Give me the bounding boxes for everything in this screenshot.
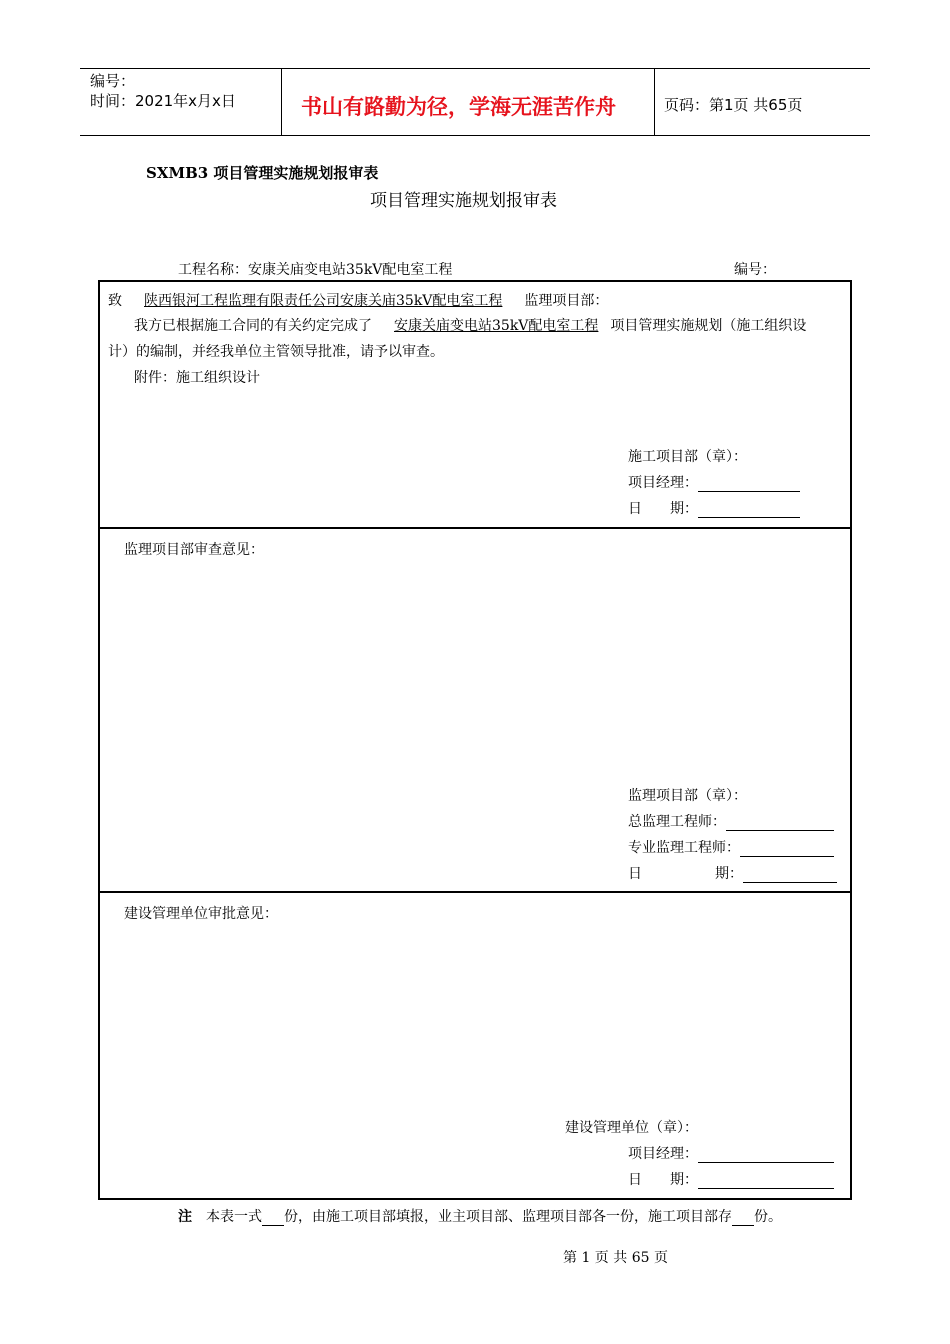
- specialist-engineer-label: 专业监理工程师：: [628, 840, 740, 856]
- owner-date-row: [628, 1169, 834, 1189]
- header-divider-left: [281, 68, 282, 136]
- attachment-line: 附件：施工组织设计: [134, 370, 260, 386]
- table-row-divider-2: [98, 891, 852, 893]
- chief-engineer-row: [628, 811, 834, 831]
- owner-date-blank: [698, 1174, 834, 1189]
- header-motto: 书山有路勤为径，学海无涯苦作舟: [301, 95, 616, 119]
- owner-manager-blank: [698, 1148, 834, 1163]
- construction-date-row: [628, 498, 800, 518]
- table-bottom-border: [98, 1198, 852, 1200]
- note-text-c: 份。: [754, 1209, 782, 1225]
- table-row-divider-1: [98, 527, 852, 529]
- body-suffix: 项目管理实施规划（施工组织设: [610, 318, 807, 334]
- header-page-info: 页码：第1页 共65页: [664, 96, 803, 114]
- form-code-title: SXMB3 项目管理实施规划报审表: [146, 164, 379, 182]
- note-text-b: 份，由施工项目部填报，业主项目部、监理项目部各一份，施工项目部存: [284, 1209, 732, 1225]
- header-time-label: 时间：2021年x月x日: [90, 92, 236, 110]
- supervision-date-left: 日: [628, 866, 642, 882]
- header-divider-right: [654, 68, 655, 136]
- specialist-engineer-blank: [740, 842, 834, 857]
- owner-unit-seal: 建设管理单位（章）：: [565, 1120, 698, 1136]
- addressee-company: 陕西银河工程监理有限责任公司安康关庙35kV配电室工程: [144, 293, 503, 309]
- table-right-border: [850, 280, 852, 1200]
- note-text-a: 本表一式: [206, 1209, 262, 1225]
- addressee-suffix: 监理项目部：: [524, 293, 609, 309]
- note-label: 注: [178, 1209, 192, 1225]
- supervision-date-row: [628, 863, 837, 883]
- chief-engineer-blank: [726, 816, 834, 831]
- specialist-engineer-row: [628, 837, 834, 857]
- project-name-label: 工程名称：安康关庙变电站35kV配电室工程: [178, 262, 453, 278]
- note-retain-blank: [732, 1211, 754, 1226]
- footer-page-number: 第 1 页 共 65 页: [563, 1250, 668, 1266]
- owner-manager-row: [628, 1143, 834, 1163]
- construction-manager-label: 项目经理：: [628, 475, 698, 491]
- addressee-line: [108, 290, 608, 310]
- header-bottom-rule: [80, 135, 870, 136]
- owner-approval-heading: 建设管理单位审批意见：: [124, 906, 278, 922]
- body-line-2: 计）的编制，并经我单位主管领导批准，请予以审查。: [108, 344, 444, 360]
- number-label: 编号：: [734, 262, 776, 278]
- owner-manager-label: 项目经理：: [628, 1146, 698, 1162]
- construction-date-label: 日 期：: [628, 501, 698, 517]
- construction-date-blank: [698, 503, 800, 518]
- header-top-rule: [80, 68, 870, 69]
- body-prefix: 我方已根据施工合同的有关约定完成了: [134, 318, 372, 334]
- body-project: 安康关庙变电站35kV配电室工程: [394, 318, 599, 334]
- body-line-1: [134, 315, 806, 335]
- main-title: 项目管理实施规划报审表: [370, 191, 557, 211]
- chief-engineer-label: 总监理工程师：: [628, 814, 726, 830]
- note-line: [178, 1206, 782, 1226]
- header-code-label: 编号：: [90, 72, 136, 90]
- owner-date-label: 日 期：: [628, 1172, 698, 1188]
- construction-manager-row: [628, 472, 800, 492]
- table-left-border: [98, 280, 100, 1200]
- supervision-date-right: 期：: [715, 866, 743, 882]
- supervision-review-heading: 监理项目部审查意见：: [124, 542, 264, 558]
- note-copies-blank: [262, 1211, 284, 1226]
- table-top-border: [98, 280, 852, 282]
- construction-manager-blank: [698, 477, 800, 492]
- supervision-date-blank: [743, 868, 837, 883]
- construction-dept-seal: 施工项目部（章）：: [628, 449, 747, 465]
- addressee-prefix: 致: [108, 293, 122, 309]
- supervision-dept-seal: 监理项目部（章）：: [628, 788, 747, 804]
